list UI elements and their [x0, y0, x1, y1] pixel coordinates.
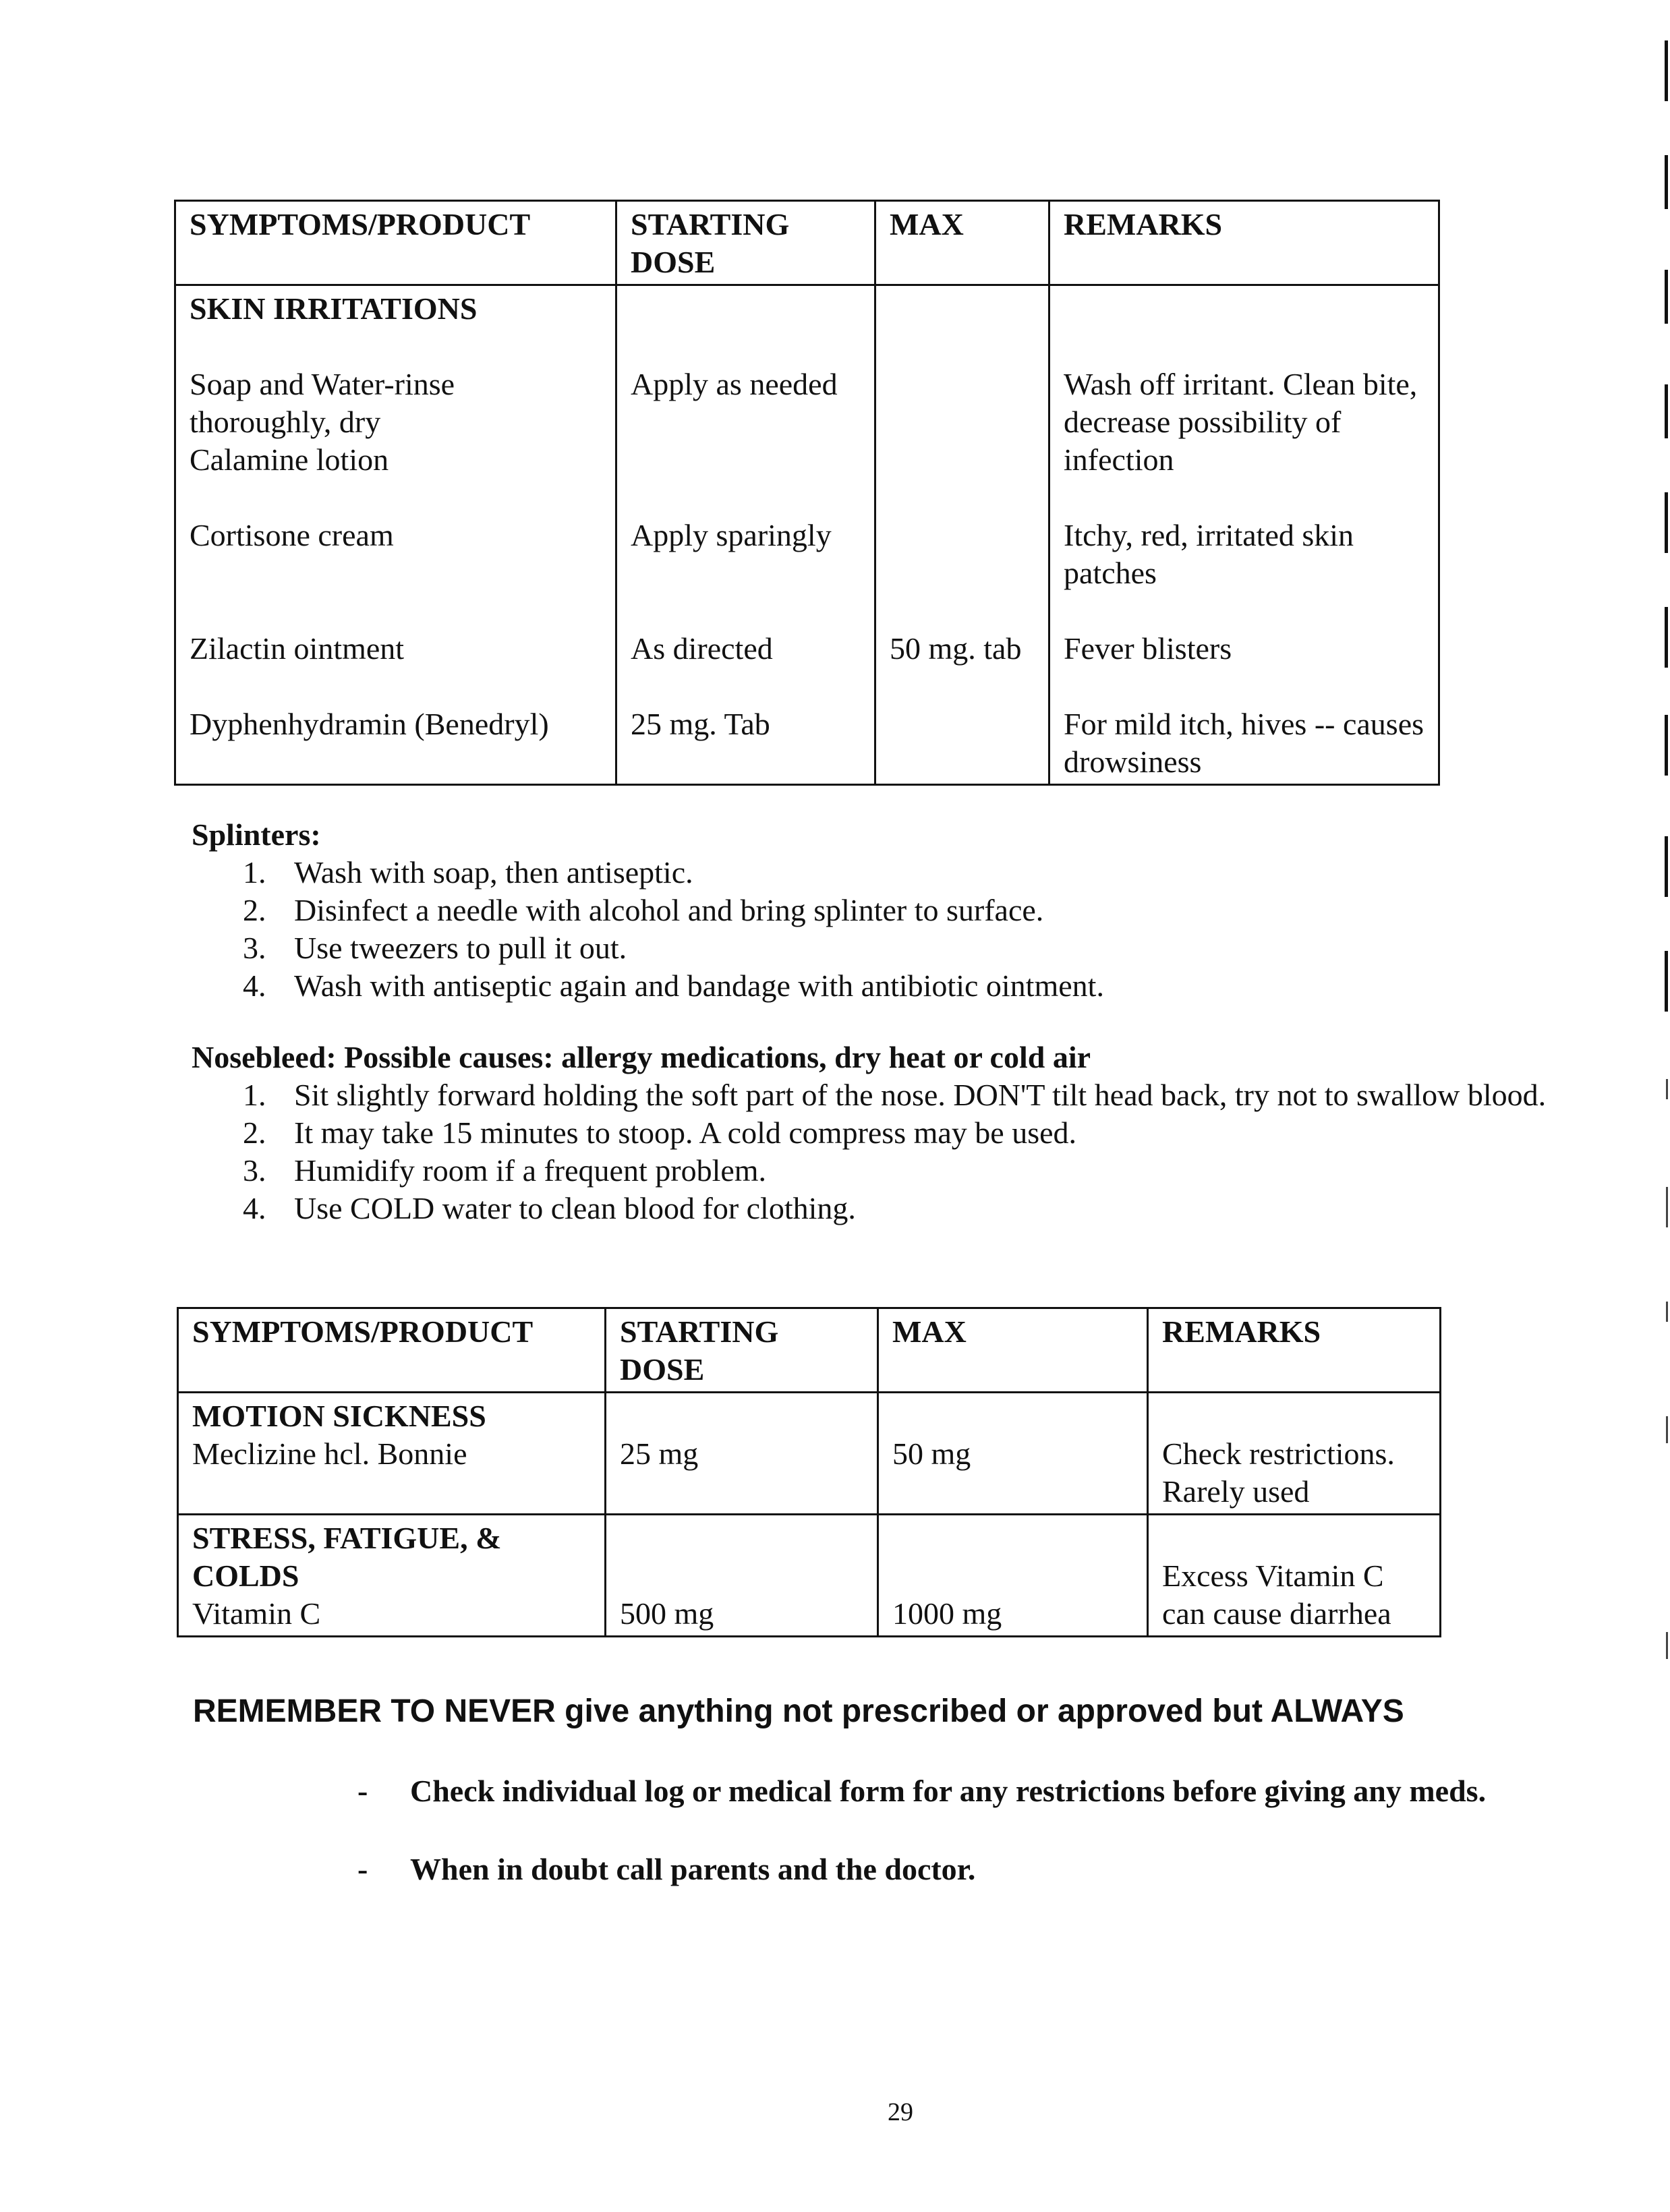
product-name: Soap and Water-rinse thoroughly, dry [190, 367, 455, 439]
dose-value: Apply sparingly [631, 518, 832, 552]
remarks-cell [1148, 1515, 1441, 1637]
binding-mark [1665, 384, 1668, 438]
dose-value: 25 mg. Tab [631, 707, 770, 741]
dose-value: As directed [631, 631, 773, 666]
binding-mark [1665, 155, 1668, 209]
bullet-dash: - [357, 1852, 368, 1886]
splinters-steps [192, 854, 1541, 1005]
max-cell [875, 285, 1049, 785]
list-item: 4. Wash with antiseptic again and bandage with antibiotic ointment. [243, 968, 1104, 1003]
table-header-row [178, 1308, 1441, 1393]
skin-irritation-table [174, 200, 1440, 786]
list-item: 2. Disinfect a needle with alcohol and bring splinter to surface. [243, 893, 1044, 927]
max-value: 50 mg [892, 1436, 971, 1471]
bullet-dash: - [357, 1774, 368, 1808]
dose-cell [606, 1393, 878, 1515]
page-number: 29 [888, 2098, 913, 2126]
max-value: 50 mg. tab [890, 631, 1022, 666]
remarks-text: Itchy, red, irritated skin patches [1064, 518, 1354, 590]
bullet-text: When in doubt call parents and the doctor. [410, 1852, 976, 1886]
binding-mark [1666, 1632, 1668, 1659]
product-name: Zilactin ointment [190, 631, 405, 666]
remarks-text: Excess Vitamin C can cause diarrhea [1162, 1559, 1391, 1631]
remarks-text: Wash off irritant. Clean bite, decrease possibility of infection [1064, 367, 1418, 477]
nosebleed-steps [192, 1076, 1554, 1227]
dose-value: 500 mg [620, 1596, 714, 1631]
max-value: 1000 mg [892, 1596, 1002, 1631]
binding-mark [1665, 715, 1668, 776]
remarks-text: For mild itch, hives -- causes drowsiness [1064, 707, 1424, 779]
header-max: MAX [878, 1308, 1148, 1393]
dose-cell [606, 1515, 878, 1637]
product-name: Vitamin C [192, 1596, 321, 1631]
section-heading: SKIN IRRITATIONS [190, 291, 478, 326]
header-starting-dose: STARTING DOSE [606, 1308, 878, 1393]
binding-mark [1665, 40, 1668, 101]
motion-sickness-table [177, 1307, 1441, 1637]
table-row [178, 1515, 1441, 1637]
remarks-text: Check restrictions. Rarely used [1162, 1436, 1395, 1509]
header-symptoms-product: SYMPTOMS/PRODUCT [175, 201, 616, 285]
binding-mark [1665, 270, 1668, 324]
header-starting-dose: STARTING DOSE [616, 201, 875, 285]
dose-value: Apply as needed [631, 367, 838, 401]
max-cell [878, 1515, 1148, 1637]
product-name: Calamine lotion [190, 442, 389, 477]
binding-mark [1666, 1187, 1668, 1227]
table-row [178, 1393, 1441, 1515]
header-remarks: REMARKS [1148, 1308, 1441, 1393]
header-remarks: REMARKS [1049, 201, 1439, 285]
binding-mark [1666, 1416, 1668, 1443]
header-max: MAX [875, 201, 1049, 285]
list-item: 1. Wash with soap, then antiseptic. [243, 855, 693, 890]
remarks-cell [1049, 285, 1439, 785]
list-item: 3. Use tweezers to pull it out. [243, 931, 627, 965]
product-cell [175, 285, 616, 785]
bullet-text: Check individual log or medical form for any restrictions before giving any meds. [410, 1774, 1487, 1808]
nosebleed-section [192, 1039, 1554, 1227]
remarks-cell [1148, 1393, 1441, 1515]
dose-value: 25 mg [620, 1436, 699, 1471]
product-name: Cortisone cream [190, 518, 394, 552]
binding-mark [1666, 1079, 1668, 1099]
max-cell [878, 1393, 1148, 1515]
binding-mark [1665, 607, 1668, 668]
reminder-bullet [357, 1851, 975, 1888]
splinters-section [192, 816, 1541, 1005]
list-item: 1. Sit slightly forward holding the soft part of the nose. DON'T tilt head back, try not to swallow blood. [243, 1078, 1547, 1112]
binding-mark [1665, 836, 1668, 897]
list-item: 2. It may take 15 minutes to stoop. A cold compress may be used. [243, 1115, 1077, 1150]
binding-mark [1665, 492, 1668, 553]
section-heading: MOTION SICKNESS [192, 1399, 486, 1433]
binding-mark [1666, 1302, 1668, 1322]
product-name: Dyphenhydramin (Benedryl) [190, 707, 549, 741]
table-row [175, 285, 1439, 785]
product-name: Meclizine hcl. Bonnie [192, 1436, 467, 1471]
header-symptoms-product: SYMPTOMS/PRODUCT [178, 1308, 606, 1393]
binding-mark [1665, 951, 1668, 1012]
list-item: 4. Use COLD water to clean blood for clothing. [243, 1191, 856, 1225]
list-item: 3. Humidify room if a frequent problem. [243, 1153, 767, 1188]
splinters-title: Splinters: [192, 817, 321, 852]
reminder-heading: REMEMBER TO NEVER give anything not prescribed or approved but ALWAYS [193, 1693, 1404, 1729]
section-heading: STRESS, FATIGUE, & COLDS [192, 1521, 502, 1593]
product-cell [178, 1393, 606, 1515]
reminder-bullet [357, 1772, 1486, 1810]
remarks-text: Fever blisters [1064, 631, 1232, 666]
table-header-row [175, 201, 1439, 285]
dose-cell [616, 285, 875, 785]
product-cell [178, 1515, 606, 1637]
nosebleed-title: Nosebleed: Possible causes: allergy medications, dry heat or cold air [192, 1040, 1091, 1074]
